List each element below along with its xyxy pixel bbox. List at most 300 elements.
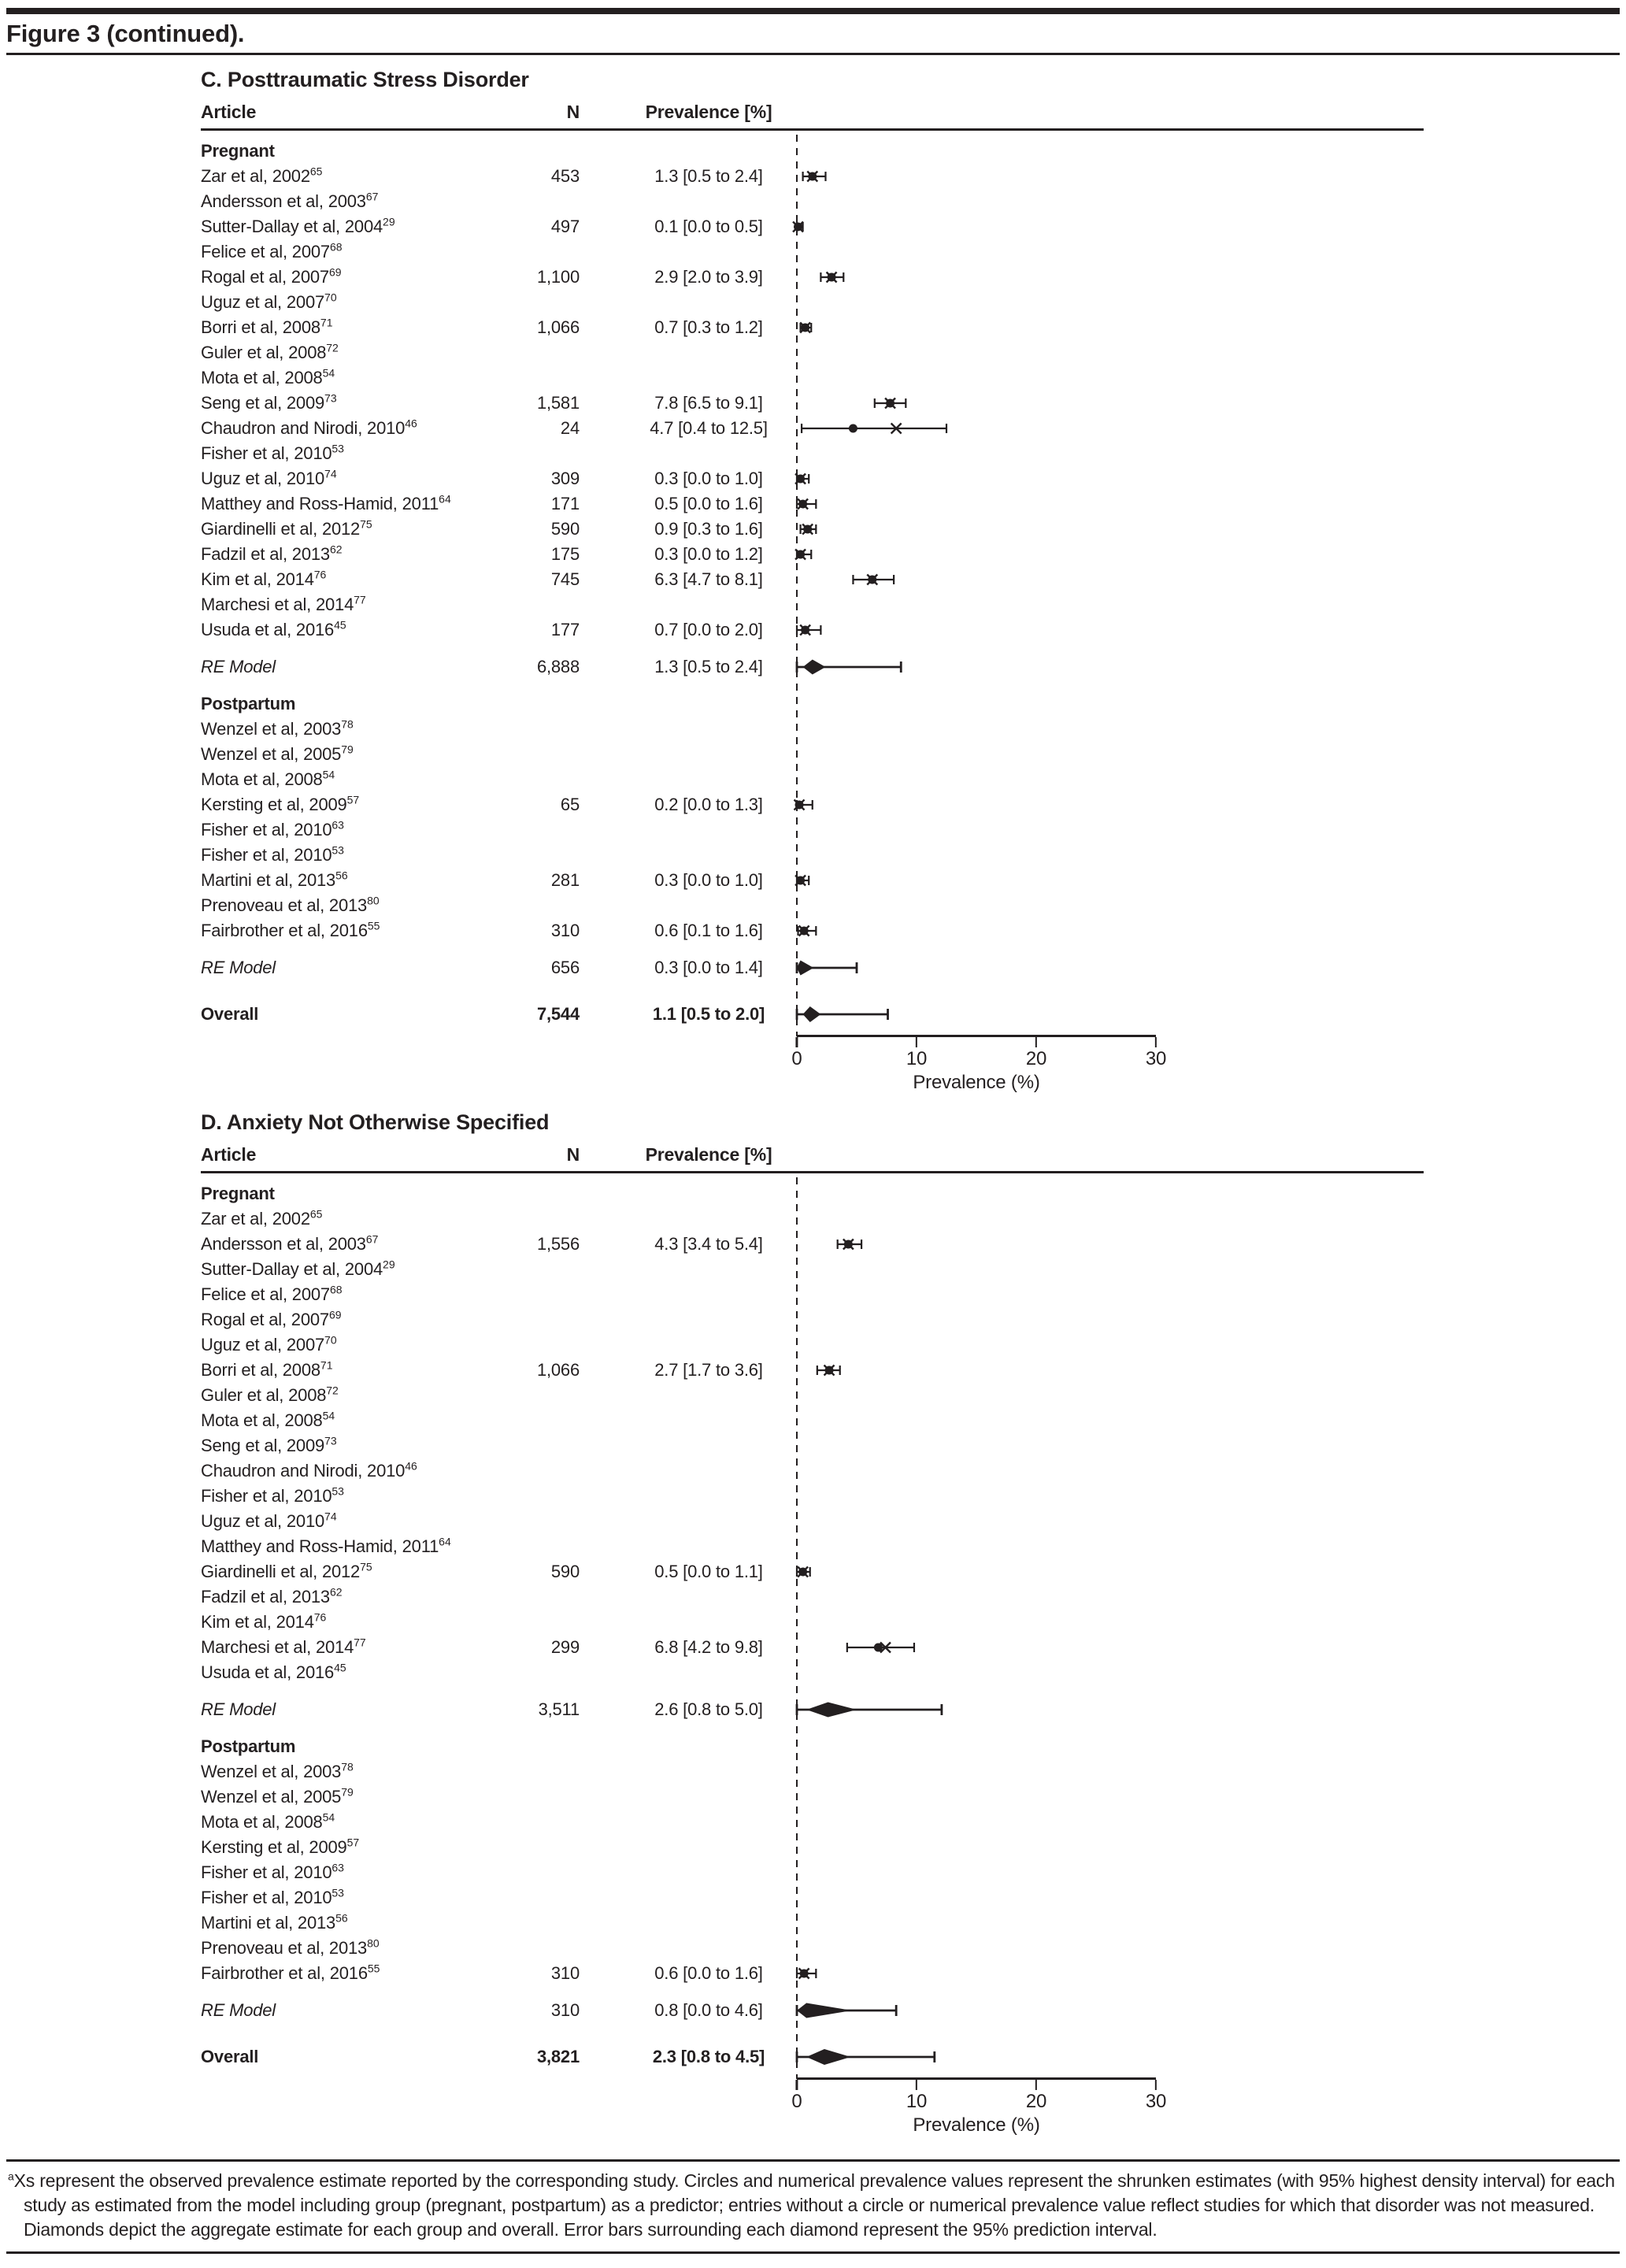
prevalence-cell: 0.9 [0.3 to 1.6] <box>654 519 763 539</box>
study-row <box>201 1358 1424 1383</box>
tick-mark <box>1155 1037 1157 1047</box>
article-cell <box>201 744 437 765</box>
reference-superscript: 68 <box>329 1283 343 1296</box>
article-cell <box>201 1284 437 1305</box>
study-row <box>201 1408 1424 1433</box>
reference-superscript: 73 <box>324 391 337 405</box>
reference-superscript: 67 <box>365 190 379 203</box>
n-cell: 7,544 <box>536 1004 580 1024</box>
article-name: Fairbrother et al, 2016 <box>201 921 368 940</box>
article-cell <box>201 595 437 615</box>
axis-tick <box>791 1037 802 1070</box>
reference-superscript: 69 <box>328 265 342 279</box>
article-cell <box>201 1837 437 1858</box>
prevalence-cell: 0.1 [0.0 to 0.5] <box>654 217 763 236</box>
article-name: Kim et al, 2014 <box>201 569 314 589</box>
n-cell: 6,888 <box>536 657 580 676</box>
overall-row <box>201 1002 1424 1027</box>
study-row <box>201 491 1424 517</box>
reference-superscript: 56 <box>335 1911 348 1925</box>
reference-superscript: 57 <box>346 793 360 806</box>
x-axis <box>201 2077 1424 2140</box>
article-name: Wenzel et al, 2003 <box>201 719 342 739</box>
reference-superscript: 79 <box>341 1785 354 1799</box>
column-headers <box>201 102 1424 128</box>
article-cell <box>201 1913 437 1933</box>
panel-title: C. Posttraumatic Stress Disorder <box>201 68 529 91</box>
re-model-row <box>201 1998 1424 2023</box>
tick-label: 30 <box>1145 1048 1167 1069</box>
article-name: Prenoveau et al, 2013 <box>201 1938 368 1958</box>
n-cell: 1,100 <box>536 267 580 287</box>
article-cell <box>201 1812 437 1833</box>
article-cell <box>201 1787 437 1807</box>
article-cell <box>201 1360 437 1380</box>
reference-superscript: 80 <box>367 1936 380 1950</box>
study-row <box>201 1885 1424 1910</box>
re-model-row <box>201 654 1424 680</box>
reference-superscript: 53 <box>331 1886 344 1899</box>
study-row <box>201 1509 1424 1534</box>
prevalence-cell: 6.3 [4.7 to 8.1] <box>654 569 763 589</box>
reference-superscript: 75 <box>360 1560 372 1573</box>
footnote-marker: a <box>8 2170 14 2183</box>
reference-superscript: 71 <box>320 316 333 329</box>
reference-superscript: 63 <box>331 1861 344 1874</box>
article-cell <box>201 242 437 262</box>
article-name: Fisher et al, 2010 <box>201 845 332 865</box>
article-cell <box>201 2047 437 2067</box>
article-cell <box>201 820 437 840</box>
article-name: RE Model <box>201 657 276 676</box>
prevalence-cell: 0.6 [0.1 to 1.6] <box>654 921 763 940</box>
axis-title: Prevalence (%) <box>913 2114 1040 2136</box>
panel-posttraumatic-stress-disorder <box>201 68 1424 1098</box>
study-row <box>201 592 1424 617</box>
forest-rows <box>201 131 1424 1027</box>
article-cell <box>201 217 437 237</box>
article-cell <box>201 1963 437 1984</box>
study-row <box>201 1660 1424 1685</box>
article-name: Kersting et al, 2009 <box>201 1837 347 1857</box>
reference-superscript: 72 <box>326 1384 339 1397</box>
reference-superscript: 70 <box>324 291 337 304</box>
axis-tick <box>1146 2080 1166 2113</box>
article-name: Felice et al, 2007 <box>201 1284 330 1304</box>
overall-row <box>201 2044 1424 2070</box>
study-row <box>201 1383 1424 1408</box>
study-row <box>201 1936 1424 1961</box>
reference-superscript: 79 <box>341 743 354 756</box>
prevalence-cell: 0.3 [0.0 to 1.4] <box>654 958 763 977</box>
study-row <box>201 1635 1424 1660</box>
reference-superscript: 63 <box>331 818 344 832</box>
study-row <box>201 239 1424 265</box>
article-cell <box>201 343 437 363</box>
article-cell <box>201 519 437 539</box>
reference-superscript: 76 <box>313 568 327 581</box>
reference-superscript: 74 <box>324 1510 337 1523</box>
article-cell <box>201 317 437 338</box>
article-cell <box>201 1562 437 1582</box>
article-name: Marchesi et al, 2014 <box>201 595 354 614</box>
prevalence-cell: 2.7 [1.7 to 3.6] <box>654 1360 763 1380</box>
article-cell <box>201 620 437 640</box>
article-cell <box>201 1587 437 1607</box>
section-header-row <box>201 1734 1424 1759</box>
article-cell <box>201 393 437 413</box>
section-header-row <box>201 1181 1424 1206</box>
footnote-text: Xs represent the observed prevalence estimate reported by the corresponding study. Circles and numerical prevalence values represent the shrunken estimates (with 95% highest density interval) for each study as estimated from the model including group (pregnant, postpartum) as a predictor; entries without a circle or numerical prevalence value reflect studies for which that disorder was not measured. Diamonds depict the aggregate estimate for each group and overall. Error bars surrounding each diamond represent the 95% prediction interval. <box>13 2170 1615 2240</box>
reference-superscript: 54 <box>322 768 335 781</box>
article-cell <box>201 469 437 489</box>
article-name: Martini et al, 2013 <box>201 1913 336 1933</box>
article-name: Guler et al, 2008 <box>201 343 327 362</box>
prevalence-cell: 6.8 [4.2 to 9.8] <box>654 1637 763 1657</box>
footnote-block <box>0 2159 1626 2254</box>
prevalence-cell: 2.6 [0.8 to 5.0] <box>654 1699 763 1719</box>
article-name: Pregnant <box>201 141 275 161</box>
article-name: Zar et al, 2002 <box>201 1209 310 1228</box>
prevalence-cell: 0.3 [0.0 to 1.0] <box>654 870 763 890</box>
article-cell <box>201 921 437 941</box>
article-name: Borri et al, 2008 <box>201 317 320 337</box>
n-cell: 281 <box>550 870 580 890</box>
prevalence-cell: 0.7 [0.0 to 2.0] <box>654 620 763 639</box>
article-cell <box>201 1335 437 1355</box>
tick-mark <box>916 1037 918 1047</box>
article-cell <box>201 267 437 287</box>
article-name: Pregnant <box>201 1184 275 1203</box>
column-header-article: Article <box>201 1144 257 1165</box>
article-name: Overall <box>201 2047 259 2066</box>
study-row <box>201 1759 1424 1784</box>
article-name: Giardinelli et al, 2012 <box>201 1562 361 1581</box>
article-cell <box>201 166 437 187</box>
study-row <box>201 1835 1424 1860</box>
article-name: Fisher et al, 2010 <box>201 1888 332 1907</box>
reference-superscript: 46 <box>405 417 417 430</box>
study-row <box>201 893 1424 918</box>
reference-superscript: 45 <box>334 618 346 632</box>
column-header-n: N <box>566 102 580 122</box>
reference-superscript: 54 <box>322 1409 335 1422</box>
n-cell: 24 <box>560 418 580 438</box>
study-row <box>201 1860 1424 1885</box>
study-row <box>201 189 1424 214</box>
prevalence-cell: 4.3 [3.4 to 5.4] <box>654 1234 763 1254</box>
article-cell <box>201 1410 437 1431</box>
n-cell: 65 <box>560 795 580 814</box>
prevalence-cell: 0.5 [0.0 to 1.1] <box>654 1562 763 1581</box>
article-name: Wenzel et al, 2003 <box>201 1762 342 1781</box>
axis-tick <box>1026 1037 1046 1070</box>
study-row <box>201 817 1424 843</box>
article-name: Fisher et al, 2010 <box>201 1862 332 1882</box>
article-cell <box>201 845 437 865</box>
tick-mark <box>1035 2080 1038 2090</box>
study-row <box>201 843 1424 868</box>
reference-superscript: 54 <box>322 1810 335 1824</box>
article-cell <box>201 1938 437 1959</box>
study-row <box>201 742 1424 767</box>
x-axis <box>201 1035 1424 1098</box>
reference-superscript: 57 <box>346 1836 360 1849</box>
reference-superscript: 70 <box>324 1333 337 1347</box>
axis-tick <box>1026 2080 1046 2113</box>
study-row <box>201 1332 1424 1358</box>
n-cell: 1,581 <box>536 393 580 413</box>
axis-line <box>791 2077 1167 2112</box>
article-name: Kersting et al, 2009 <box>201 795 347 814</box>
study-row <box>201 214 1424 239</box>
study-row <box>201 918 1424 943</box>
article-name: Usuda et al, 2016 <box>201 620 335 639</box>
study-row <box>201 466 1424 491</box>
n-cell: 310 <box>550 921 580 940</box>
article-cell <box>201 141 437 161</box>
reference-superscript: 71 <box>320 1358 333 1372</box>
article-cell <box>201 1637 437 1658</box>
n-cell: 656 <box>550 958 580 977</box>
article-cell <box>201 418 437 439</box>
prevalence-cell: 2.9 [2.0 to 3.9] <box>654 267 763 287</box>
study-row <box>201 1534 1424 1559</box>
tick-label: 20 <box>1025 1048 1047 1069</box>
column-header-prevalence: Prevalence [%] <box>645 1144 772 1165</box>
tick-mark <box>916 2080 918 2090</box>
article-name: Andersson et al, 2003 <box>201 1234 366 1254</box>
article-name: RE Model <box>201 958 276 977</box>
tick-label: 20 <box>1025 2091 1047 2112</box>
article-cell <box>201 292 437 313</box>
article-name: Seng et al, 2009 <box>201 393 325 413</box>
article-name: Zar et al, 2002 <box>201 166 310 186</box>
article-cell <box>201 1862 437 1883</box>
article-cell <box>201 569 437 590</box>
reference-superscript: 77 <box>354 593 366 606</box>
reference-superscript: 77 <box>354 1636 366 1649</box>
article-cell <box>201 368 437 388</box>
article-cell <box>201 1511 437 1532</box>
study-row <box>201 792 1424 817</box>
article-name: Fisher et al, 2010 <box>201 820 332 839</box>
study-row <box>201 1584 1424 1610</box>
n-cell: 497 <box>550 217 580 236</box>
forest-rows <box>201 1173 1424 2070</box>
study-row <box>201 365 1424 391</box>
article-name: Mota et al, 2008 <box>201 769 323 789</box>
axis-tick <box>906 2080 927 2113</box>
article-cell <box>201 1461 437 1481</box>
article-name: Fisher et al, 2010 <box>201 1486 332 1506</box>
article-cell <box>201 1535 451 1557</box>
article-name: Uguz et al, 2007 <box>201 292 325 312</box>
article-cell <box>201 1310 437 1330</box>
study-row <box>201 265 1424 290</box>
prevalence-cell: 1.3 [0.5 to 2.4] <box>654 166 763 186</box>
axis-tick <box>1146 1037 1166 1070</box>
figure-footnote <box>0 2162 1626 2251</box>
study-row <box>201 290 1424 315</box>
reference-superscript: 54 <box>322 366 335 380</box>
axis-line <box>791 1035 1167 1069</box>
tick-mark <box>796 1037 798 1047</box>
article-name: Sutter-Dallay et al, 2004 <box>201 1259 383 1279</box>
article-cell <box>201 1259 437 1280</box>
article-name: Wenzel et al, 2005 <box>201 744 342 764</box>
article-name: Uguz et al, 2010 <box>201 1511 325 1531</box>
prevalence-cell: 4.7 [0.4 to 12.5] <box>650 418 768 438</box>
tick-label: 0 <box>791 2091 802 2112</box>
article-name: Matthey and Ross-Hamid, 2011 <box>201 494 439 513</box>
article-cell <box>201 795 437 815</box>
reference-superscript: 74 <box>324 467 337 480</box>
article-name: Rogal et al, 2007 <box>201 267 329 287</box>
column-headers <box>201 1144 1424 1171</box>
article-name: Postpartum <box>201 694 296 713</box>
n-cell: 299 <box>550 1637 580 1657</box>
article-cell <box>201 1612 437 1632</box>
article-cell <box>201 191 437 212</box>
reference-superscript: 53 <box>331 1484 344 1498</box>
reference-superscript: 68 <box>329 240 343 254</box>
tick-mark <box>1155 2080 1157 2090</box>
article-cell <box>201 958 437 978</box>
re-model-row <box>201 955 1424 980</box>
n-cell: 309 <box>550 469 580 488</box>
n-cell: 1,556 <box>536 1234 580 1254</box>
study-row <box>201 441 1424 466</box>
reference-superscript: 65 <box>309 1207 323 1221</box>
n-cell: 171 <box>550 494 580 513</box>
prevalence-cell: 2.3 [0.8 to 4.5] <box>652 2047 765 2066</box>
article-name: Fadzil et al, 2013 <box>201 1587 330 1606</box>
reference-superscript: 78 <box>341 1760 354 1773</box>
article-cell <box>201 1699 437 1720</box>
study-row <box>201 1610 1424 1635</box>
study-row <box>201 1307 1424 1332</box>
article-name: Kim et al, 2014 <box>201 1612 314 1632</box>
study-row <box>201 542 1424 567</box>
reference-superscript: 69 <box>328 1308 342 1321</box>
tick-mark <box>796 2080 798 2090</box>
study-row <box>201 1458 1424 1484</box>
study-row <box>201 315 1424 340</box>
article-name: Chaudron and Nirodi, 2010 <box>201 418 406 438</box>
n-cell: 590 <box>550 519 580 539</box>
article-name: Mota et al, 2008 <box>201 1410 323 1430</box>
reference-superscript: 76 <box>313 1610 327 1624</box>
study-row <box>201 391 1424 416</box>
section-header-row <box>201 691 1424 717</box>
n-cell: 310 <box>550 1963 580 1983</box>
study-row <box>201 1206 1424 1232</box>
reference-superscript: 55 <box>367 919 380 932</box>
axis-tick <box>791 2080 802 2113</box>
study-row <box>201 1433 1424 1458</box>
reference-superscript: 55 <box>367 1962 380 1975</box>
tick-label: 30 <box>1145 2091 1167 2112</box>
article-name: Postpartum <box>201 1736 296 1756</box>
reference-superscript: 72 <box>326 341 339 354</box>
article-name: Marchesi et al, 2014 <box>201 1637 354 1657</box>
reference-superscript: 73 <box>324 1434 337 1447</box>
article-cell <box>201 1736 437 1757</box>
article-name: Wenzel et al, 2005 <box>201 1787 342 1807</box>
re-model-row <box>201 1697 1424 1722</box>
study-row <box>201 1559 1424 1584</box>
reference-superscript: 53 <box>331 442 344 455</box>
n-cell: 177 <box>550 620 580 639</box>
reference-superscript: 62 <box>329 1585 343 1599</box>
n-cell: 3,821 <box>536 2047 580 2066</box>
article-cell <box>201 443 437 464</box>
article-name: Seng et al, 2009 <box>201 1436 325 1455</box>
article-cell <box>201 1888 437 1908</box>
axis-title: Prevalence (%) <box>913 1072 1040 1093</box>
tick-label: 0 <box>791 1048 802 1069</box>
reference-superscript: 46 <box>405 1459 417 1473</box>
n-cell: 745 <box>550 569 580 589</box>
article-name: Matthey and Ross-Hamid, 2011 <box>201 1536 439 1556</box>
article-cell <box>201 657 437 677</box>
article-cell <box>201 1762 437 1782</box>
article-name: Sutter-Dallay et al, 2004 <box>201 217 383 236</box>
study-row <box>201 1810 1424 1835</box>
reference-superscript: 64 <box>439 492 451 506</box>
column-header-prevalence: Prevalence [%] <box>645 102 772 122</box>
column-header-article: Article <box>201 102 257 122</box>
study-row <box>201 617 1424 643</box>
article-cell <box>201 544 437 565</box>
prevalence-cell: 0.6 [0.0 to 1.6] <box>654 1963 763 1983</box>
study-row <box>201 416 1424 441</box>
n-cell: 1,066 <box>536 317 580 337</box>
article-cell <box>201 694 437 714</box>
article-name: Usuda et al, 2016 <box>201 1662 335 1682</box>
article-name: Uguz et al, 2010 <box>201 469 325 488</box>
article-cell <box>201 895 437 916</box>
study-row <box>201 717 1424 742</box>
tick-mark <box>1035 1037 1038 1047</box>
tick-label: 10 <box>906 1048 928 1069</box>
article-cell <box>201 1209 437 1229</box>
study-row <box>201 1961 1424 1986</box>
tick-label: 10 <box>906 2091 928 2112</box>
study-row <box>201 868 1424 893</box>
reference-superscript: 45 <box>334 1661 346 1674</box>
article-cell <box>201 870 437 891</box>
reference-superscript: 64 <box>439 1535 451 1548</box>
n-cell: 1,066 <box>536 1360 580 1380</box>
study-row <box>201 1232 1424 1257</box>
article-cell <box>201 1436 437 1456</box>
article-name: Chaudron and Nirodi, 2010 <box>201 1461 406 1480</box>
study-row <box>201 1784 1424 1810</box>
article-name: RE Model <box>201 2000 276 2020</box>
figure-label: Figure 3 (continued). <box>6 20 245 47</box>
study-row <box>201 164 1424 189</box>
article-cell <box>201 1662 437 1683</box>
article-cell <box>201 719 437 739</box>
prevalence-cell: 0.3 [0.0 to 1.0] <box>654 469 763 488</box>
article-cell <box>201 769 437 790</box>
article-cell <box>201 492 451 514</box>
article-cell <box>201 1486 437 1506</box>
article-name: RE Model <box>201 1699 276 1719</box>
article-name: Uguz et al, 2007 <box>201 1335 325 1354</box>
